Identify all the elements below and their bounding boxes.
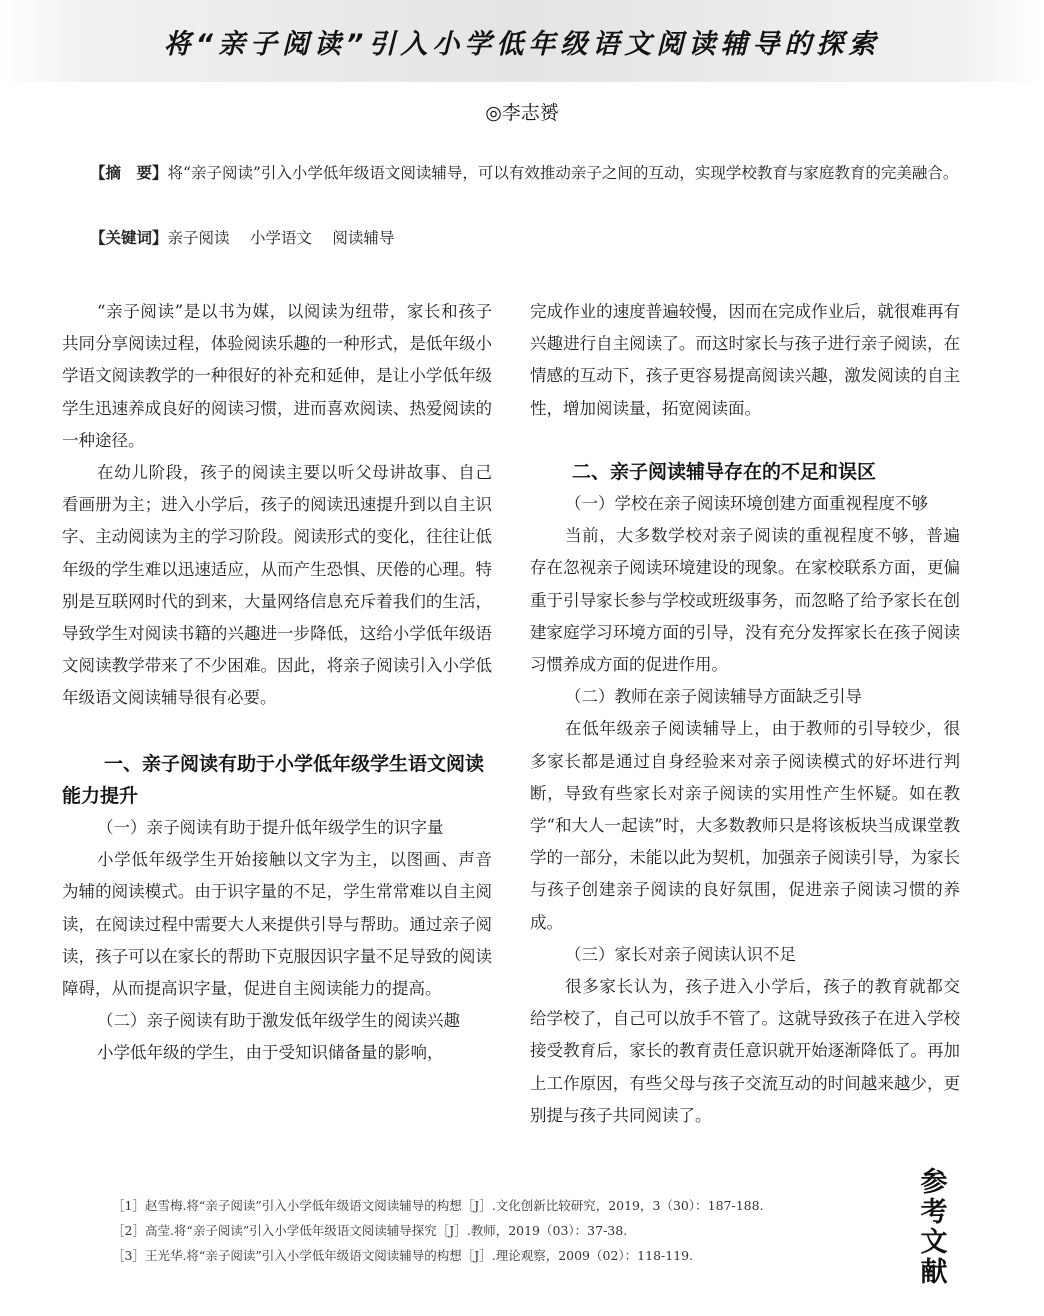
body-paragraph: “亲子阅读”是以书为媒，以阅读为纽带，家长和孩子共同分享阅读过程，体验阅读乐趣的一种形式，是低年级小学语文阅读教学的一种很好的补充和延伸，是让小学低年级学生迅速养成良好的阅读习惯，进而喜欢阅读、热爱阅读的一种途径。 — [62, 302, 492, 450]
subsection-heading: （一）学校在亲子阅读环境创建方面重视程度不够 — [565, 494, 928, 514]
abstract — [62, 158, 962, 189]
article-author: ◎李志赟 — [485, 102, 559, 124]
keywords-label: 【关键词】 — [90, 229, 168, 247]
subsection-heading: （一）亲子阅读有助于提升低年级学生的识字量 — [97, 818, 444, 838]
reference-item: ［2］高莹.将“亲子阅读”引入小学低年级语文阅读辅导探究［J］.教师，2019（03）：37-38. — [112, 1223, 628, 1238]
subsection-heading: （二）亲子阅读有助于激发低年级学生的阅读兴趣 — [97, 1011, 460, 1031]
reference-item: ［1］赵雪梅.将“亲子阅读”引入小学低年级语文阅读辅导的构想［J］.文化创新比较研究，2019，3（30）：187-188. — [112, 1198, 764, 1213]
subsection-heading: （二）教师在亲子阅读辅导方面缺乏引导 — [565, 687, 862, 707]
right-column — [530, 296, 960, 1132]
keywords — [62, 223, 962, 254]
section-heading-1: 一、亲子阅读有助于小学低年级学生语文阅读能力提升 — [62, 752, 485, 807]
subsection-heading: （三）家长对亲子阅读认识不足 — [565, 944, 796, 964]
reference-item: ［3］王光华.将“亲子阅读”引入小学低年级语文阅读辅导的构想［J］.理论观察，2009（02）：118-119. — [112, 1248, 694, 1263]
references-heading: 参考文献 — [920, 1167, 948, 1288]
body-paragraph-continued: 完成作业的速度普遍较慢，因而在完成作业后，就很难再有兴趣进行自主阅读了。而这时家长与孩子进行亲子阅读，在情感的互动下，孩子更容易提高阅读兴趣，激发阅读的自主性，增加阅读量，拓宽阅读面。 — [530, 302, 960, 418]
left-column — [62, 296, 492, 1070]
body-paragraph: 小学低年级学生开始接触以文字为主，以图画、声音为辅的阅读模式。由于识字量的不足，学生常常难以自主阅读，在阅读过程中需要大人来提供引导与帮助。通过亲子阅读，孩子可以在家长的帮助下克服因识字量不足导致的阅读障碍，从而提高识字量，促进自主阅读能力的提高。 — [62, 850, 492, 999]
section-heading-2: 二、亲子阅读辅导存在的不足和误区 — [572, 460, 877, 483]
abstract-text: 将“亲子阅读”引入小学低年级语文阅读辅导，可以有效推动亲子之间的互动，实现学校教育与家庭教育的完美融合。 — [167, 164, 959, 182]
body-paragraph: 在幼儿阶段，孩子的阅读主要以听父母讲故事、自己看画册为主；进入小学后，孩子的阅读迅速提升到以自主识字、主动阅读为主的学习阶段。阅读形式的变化，往往让低年级的学生难以迅速适应，从而产生恐惧、厌倦的心理。特别是互联网时代的到来，大量网络信息充斥着我们的生活，导致学生对阅读书籍的兴趣进一步降低，这给小学低年级语文阅读教学带来了不少困难。因此，将亲子阅读引入小学低年级语文阅读辅导很有必要。 — [62, 463, 492, 708]
body-paragraph: 当前，大多数学校对亲子阅读的重视程度不够，普遍存在忽视亲子阅读环境建设的现象。在家校联系方面，更偏重于引导家长参与学校或班级事务，而忽略了给予家长在创建家庭学习环境方面的引导，没有充分发挥家长在孩子阅读习惯养成方面的促进作用。 — [530, 526, 960, 675]
body-paragraph: 小学低年级的学生，由于受知识储备量的影响， — [97, 1043, 444, 1063]
abstract-label: 【摘 要】 — [90, 164, 168, 182]
article-title: 将“亲子阅读”引入小学低年级语文阅读辅导的探索 — [163, 29, 881, 60]
reference-list — [112, 1193, 902, 1268]
body-paragraph: 很多家长认为，孩子进入小学后，孩子的教育就都交给学校了，自己可以放手不管了。这就导致孩子在进入学校接受教育后，家长的教育责任意识就开始逐渐降低了。再加上工作原因，有些父母与孩子交流互动的时间越来越少，更别提与孩子共同阅读了。 — [530, 977, 960, 1125]
body-paragraph: 在低年级亲子阅读辅导上，由于教师的引导较少，很多家长都是通过自身经验来对亲子阅读模式的好坏进行判断，导致有些家长对亲子阅读的实用性产生怀疑。如在教学“和大人一起读”时，大多数教师只是将该板块当成课堂教学的一部分，未能以此为契机，加强亲子阅读引导，为家长与孩子创建亲子阅读的良好氛围，促进亲子阅读习惯的养成。 — [530, 719, 960, 932]
keywords-text: 亲子阅读 小学语文 阅读辅导 — [167, 229, 395, 247]
